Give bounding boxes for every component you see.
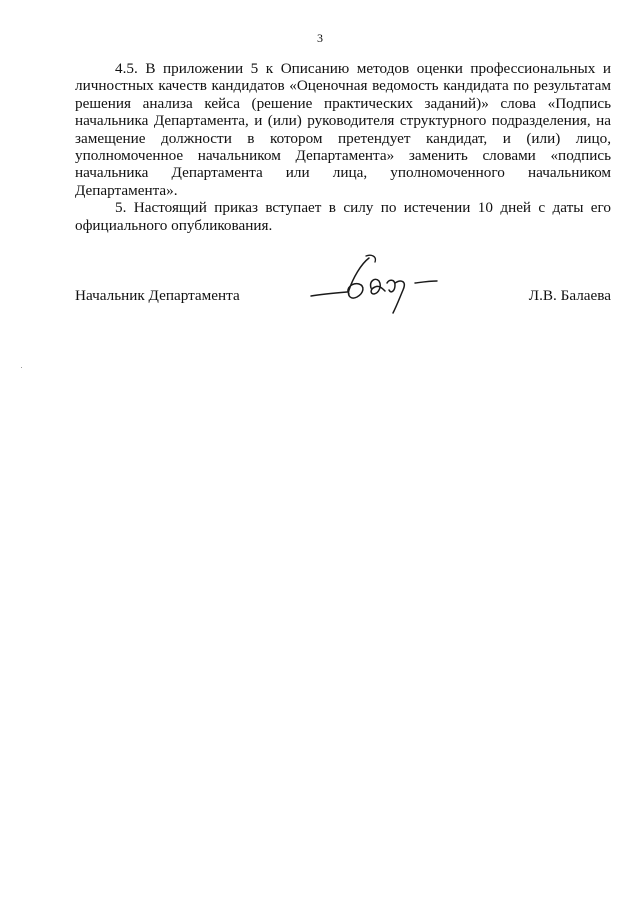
scan-speck: [21, 367, 22, 368]
document-body: [75, 60, 611, 234]
paragraph-4-5: 4.5. В приложении 5 к Описанию методов оценки профессиональных и личностных качеств кандидатов «Оценочная ведомость кандидата по результатам решения анализа кейса (решение практических заданий)» слова «Подпись начальника Департамента, и (или) руководителя структурного подразделения, на замещение должности в котором претендует кандидат, и (или) лицо, уполномоченное начальником Департамента» заменить словами «подпись начальника Департамента или лица, уполномоченного начальником Департамента».: [75, 60, 611, 199]
signer-name: Л.В. Балаева: [528, 287, 611, 304]
paragraph-5: 5. Настоящий приказ вступает в силу по истечении 10 дней с даты его официального опубликования.: [75, 199, 611, 234]
handwritten-signature-icon: [309, 250, 449, 320]
page-number: 3: [317, 31, 323, 45]
signer-position: Начальник Департамента: [75, 287, 240, 304]
